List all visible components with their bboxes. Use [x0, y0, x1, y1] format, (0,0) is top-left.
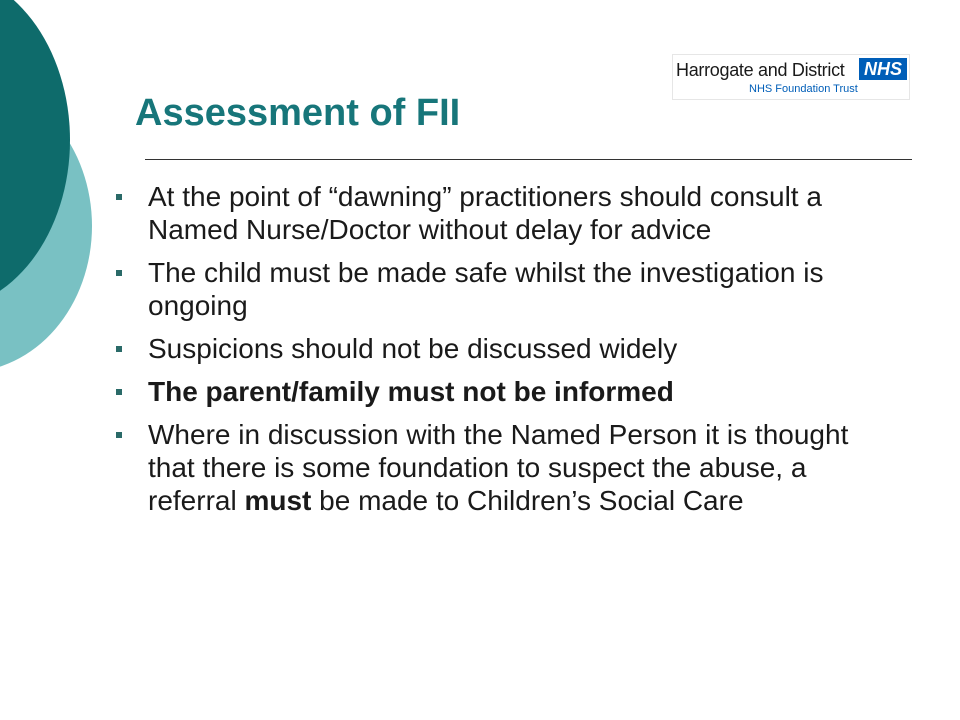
- bullet-list: [113, 180, 873, 527]
- square-bullet-icon: [116, 432, 122, 438]
- title-divider: [145, 159, 912, 160]
- bullet-item-dawning: [113, 180, 873, 246]
- bullet-item-referral: [113, 418, 873, 517]
- bullet-item-child-safe: [113, 256, 873, 322]
- bullet-text-after: be made to Children’s Social Care: [311, 485, 744, 516]
- nhs-badge-icon: NHS: [859, 58, 907, 80]
- bullet-text: [148, 418, 873, 517]
- square-bullet-icon: [116, 270, 122, 276]
- bullet-emphasis: must: [244, 485, 312, 516]
- bullet-item-suspicions: [113, 332, 873, 365]
- bullet-text: The child must be made safe whilst the investigation is ongoing: [148, 257, 824, 321]
- logo-trust-name: Harrogate and District: [676, 60, 845, 80]
- nhs-trust-logo: [672, 54, 910, 100]
- bullet-text: At the point of “dawning” practitioners should consult a Named Nurse/Doctor without delay for advice: [148, 181, 822, 245]
- bullet-text: Suspicions should not be discussed widely: [148, 333, 678, 364]
- bullet-item-not-informed: [113, 375, 873, 408]
- slide-title: Assessment of FII: [135, 92, 461, 134]
- logo-foundation-trust: NHS Foundation Trust: [749, 83, 858, 95]
- square-bullet-icon: [116, 194, 122, 200]
- bullet-text-bold: The parent/family must not be informed: [148, 376, 674, 407]
- square-bullet-icon: [116, 346, 122, 352]
- square-bullet-icon: [116, 389, 122, 395]
- bullet-text-before: Where in discussion with the Named Person it is thought that there is some foundation to suspect the abuse, a referral: [148, 419, 849, 516]
